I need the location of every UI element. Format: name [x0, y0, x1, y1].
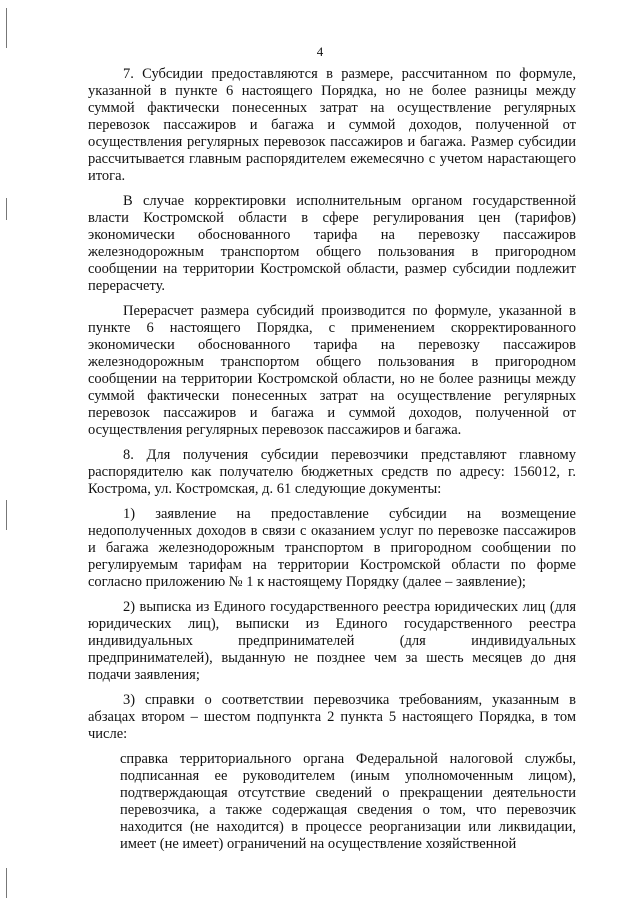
scan-margin-mark [6, 198, 7, 220]
paragraph-correction: В случае корректировки исполнительным органом государственной власти Костромской области в сфере регулирования цен (тарифов) экономически обоснованного тарифа на перевозку пассажиров железнодорожным транспортом общего пользования в пригородном сообщении на территории Костромской области, размер субсидии подлежит перерасчету. [88, 193, 576, 294]
paragraph-tax-certificate: справка территориального органа Федеральной налоговой службы, подписанная ее руководителем (иным уполномоченным лицом), подтверждающая отсутствие сведений о прекращении деятельности перевозчика, а также содержащая сведения о том, что перевозчик находится (не находится) в процессе реорганизации или ликвидации, имеет (не имеет) ограничений на осуществление хозяйственной [120, 751, 576, 852]
list-item-2: 2) выписка из Единого государственного реестра юридических лиц (для юридических лиц), выписки из Единого государственного реестра индивидуальных предпринимателей (для индивидуальных предпринимателей), выданную не позднее чем за шесть месяцев до дня подачи заявления; [88, 599, 576, 683]
page-number: 4 [316, 44, 324, 59]
paragraph-recalculation: Перерасчет размера субсидий производится по формуле, указанной в пункте 6 настоящего Порядка, с применением скорректированного экономически обоснованного тарифа на перевозку пассажиров железнодорожным транспортом общего пользования в пригородном сообщении на территории Костромской области, но не более разницы между суммой фактически понесенных затрат на осуществление регулярных перевозок пассажиров и багажа и суммой доходов, полученной от осуществления регулярных перевозок пассажиров и багажа. [88, 303, 576, 438]
document-body [88, 66, 576, 861]
list-item-1: 1) заявление на предоставление субсидии на возмещение недополученных доходов в связи с оказанием услуг по перевозке пассажиров и багажа железнодорожным транспортом в пригородном сообщении по регулируемым тарифам на территории Костромской области по форме согласно приложению № 1 к настоящему Порядку (далее – заявление); [88, 506, 576, 590]
scan-margin-mark [6, 8, 7, 48]
scan-margin-mark [6, 868, 7, 898]
scan-margin-mark [6, 500, 7, 530]
list-item-3: 3) справки о соответствии перевозчика требованиям, указанным в абзацах втором – шестом подпункта 2 пункта 5 настоящего Порядка, в том числе: [88, 692, 576, 742]
paragraph-8: 8. Для получения субсидии перевозчики представляют главному распорядителю как получателю бюджетных средств по адресу: 156012, г. Кострома, ул. Костромская, д. 61 следующие документы: [88, 447, 576, 497]
paragraph-7: 7. Субсидии предоставляются в размере, рассчитанном по формуле, указанной в пункте 6 настоящего Порядка, но не более разницы между суммой фактически понесенных затрат на осуществление регулярных перевозок пассажиров и багажа и суммой доходов, полученной от осуществления регулярных перевозок пассажиров и багажа. Размер субсидии рассчитывается главным распорядителем ежемесячно с учетом нарастающего итога. [88, 66, 576, 184]
